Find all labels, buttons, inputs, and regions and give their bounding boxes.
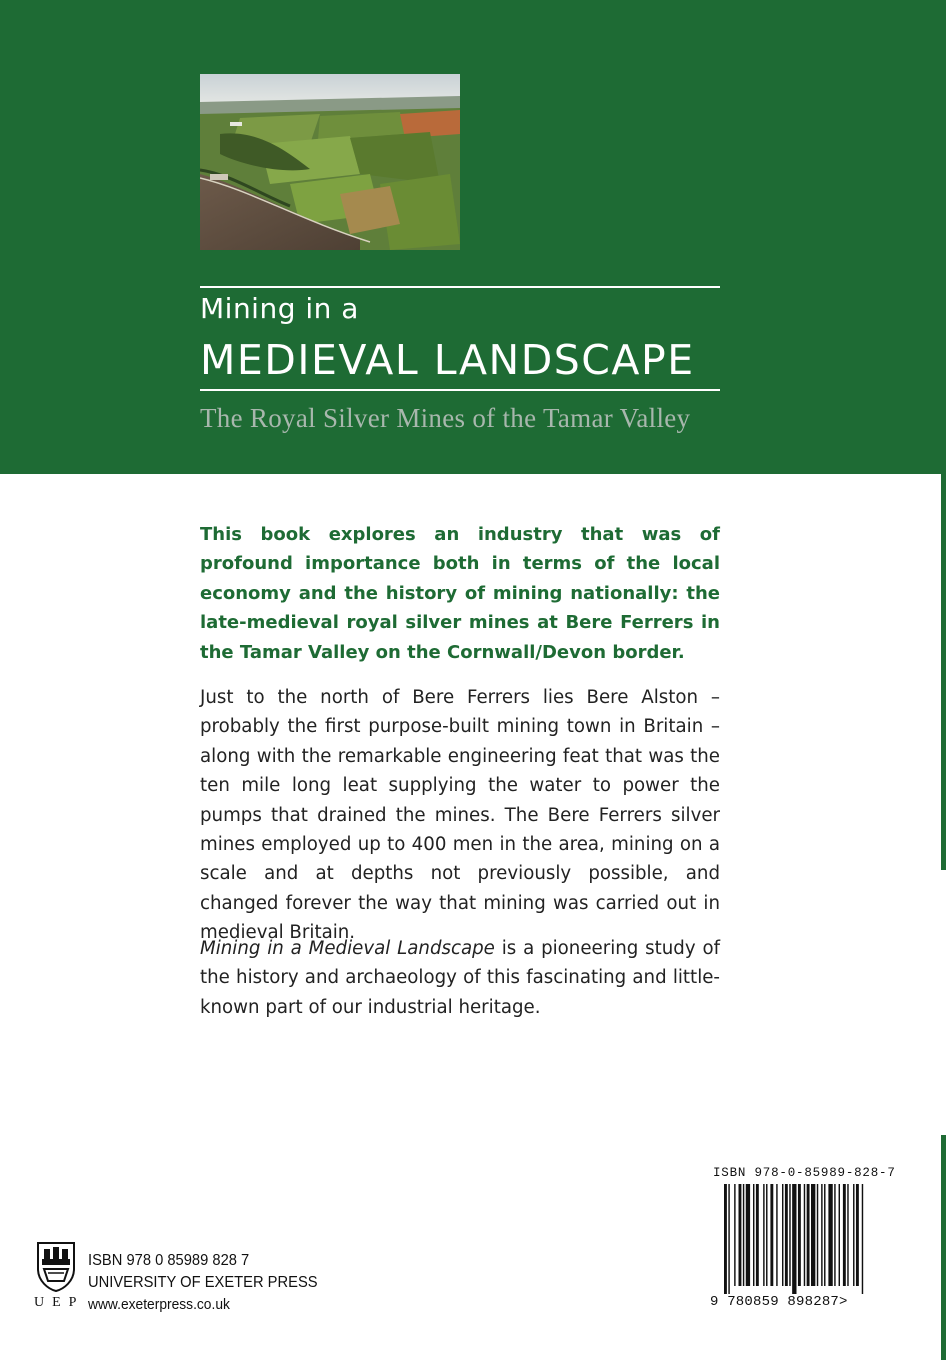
barcode-quiet-mark: > xyxy=(839,1294,848,1310)
blurb-lead: This book explores an industry that was of profound importance both in terms of the local economy and the history of mining nationally: the late-medieval royal silver mines at Bere Ferrers in the Tamar Valley on the Cornwall/Devon border. xyxy=(200,524,720,663)
barcode-bar xyxy=(847,1184,848,1286)
barcode-bar xyxy=(770,1184,773,1286)
publisher-isbn: ISBN 978 0 85989 828 7 xyxy=(88,1252,250,1269)
barcode-bar xyxy=(807,1184,810,1286)
barcode-bar xyxy=(853,1184,854,1286)
barcode-bar xyxy=(743,1184,744,1286)
barcode-bar xyxy=(834,1184,835,1286)
barcode-bar xyxy=(828,1184,832,1286)
blurb-paragraph-2: Just to the north of Bere Ferrers lies Bere Alston – probably the first purpose-built mining town in Britain – along with the remarkable engineering feat that was the ten mile long leat supplying the water to power the pumps that drained the mines. The Bere Ferrers silver mines employed up to 400 men in the area, mining on a scale and at depths not previously possible, and changed forever the way that mining was carried out in medieval Britain. xyxy=(200,687,720,944)
barcode-bar xyxy=(756,1184,759,1286)
title-line-2: MEDIEVAL LANDSCAPE xyxy=(200,336,695,384)
barcode-bar xyxy=(728,1184,729,1294)
barcode-bar xyxy=(782,1184,783,1286)
barcode-bar xyxy=(739,1184,742,1286)
spine-edge-mark-lower xyxy=(941,1135,946,1360)
barcode-bar xyxy=(766,1184,767,1286)
blurb-paragraph-3-text: is a pioneering study of the history and archaeology of this fascinating and little-known part of our industrial heritage. xyxy=(200,938,720,1018)
barcode-bar xyxy=(776,1184,777,1286)
barcode-bar xyxy=(839,1184,840,1286)
barcode-bar xyxy=(804,1184,805,1286)
barcode-bars xyxy=(710,1184,890,1294)
barcode-bar xyxy=(792,1184,796,1294)
barcode-bar xyxy=(789,1184,790,1286)
aerial-landscape-photo xyxy=(200,74,460,250)
book-title-italic: Mining in a Medieval Landscape xyxy=(200,938,495,959)
spine-edge-mark xyxy=(941,474,946,870)
publisher-website: www.exeterpress.co.uk xyxy=(88,1296,230,1313)
barcode-bar xyxy=(734,1184,735,1286)
barcode-isbn-label: ISBN 978-0-85989-828-7 xyxy=(713,1166,896,1180)
barcode-bar xyxy=(724,1184,727,1294)
title-rule-top xyxy=(200,286,720,288)
barcode-bar xyxy=(811,1184,815,1286)
barcode-bar xyxy=(824,1184,825,1286)
subtitle: The Royal Silver Mines of the Tamar Valley xyxy=(200,403,691,433)
uep-monogram: UEP xyxy=(34,1295,85,1310)
barcode-bar xyxy=(856,1184,859,1286)
barcode-bar xyxy=(798,1184,801,1286)
title-line-1: Mining in a xyxy=(200,292,359,325)
title-rule-bottom xyxy=(200,389,720,391)
publisher-name: UNIVERSITY OF EXETER PRESS xyxy=(88,1274,318,1291)
barcode-bar xyxy=(785,1184,788,1286)
blurb-paragraph-3 xyxy=(200,934,720,1022)
barcode xyxy=(710,1166,896,1316)
publisher-block xyxy=(88,1250,318,1316)
barcode-digits xyxy=(710,1294,848,1310)
barcode-bar xyxy=(817,1184,818,1286)
barcode-bar xyxy=(862,1184,863,1294)
barcode-bar xyxy=(763,1184,764,1286)
barcode-bar xyxy=(746,1184,750,1286)
barcode-bar xyxy=(843,1184,846,1286)
barcode-digit-text: 9 780859 898287 xyxy=(710,1294,840,1310)
barcode-bar xyxy=(753,1184,754,1286)
crest-icon xyxy=(36,1241,76,1293)
barcode-bar xyxy=(821,1184,822,1286)
